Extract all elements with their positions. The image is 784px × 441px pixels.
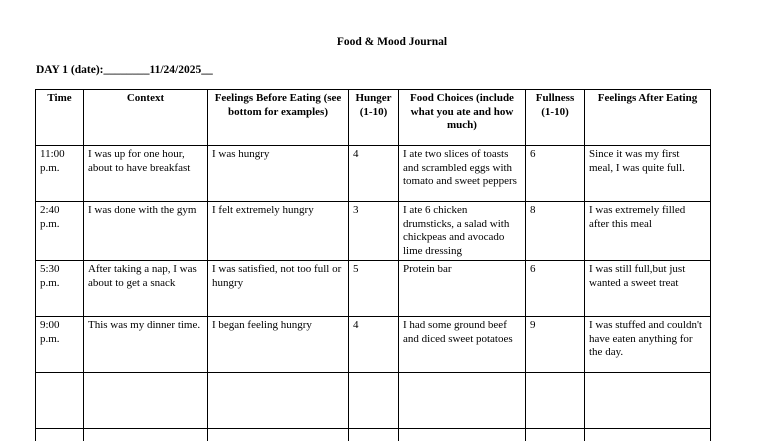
empty-cell <box>84 429 208 441</box>
cell-feelings-before: I felt extremely hungry <box>208 202 349 261</box>
cell-feelings-before: I began feeling hungry <box>208 317 349 373</box>
cell-fullness: 6 <box>526 146 585 202</box>
cell-hunger: 4 <box>349 317 399 373</box>
empty-cell <box>36 429 84 441</box>
cell-hunger: 3 <box>349 202 399 261</box>
header-hunger: Hunger (1-10) <box>349 90 399 146</box>
header-context: Context <box>84 90 208 146</box>
empty-cell <box>399 429 526 441</box>
header-feelings-after: Feelings After Eating <box>585 90 711 146</box>
empty-cell <box>585 429 711 441</box>
empty-row <box>36 429 711 441</box>
cell-food-choices: I ate two slices of toasts and scrambled eggs with tomato and sweet peppers <box>399 146 526 202</box>
empty-cell <box>349 429 399 441</box>
cell-time: 5:30 p.m. <box>36 261 84 317</box>
empty-cell <box>349 373 399 429</box>
cell-feelings-before: I was hungry <box>208 146 349 202</box>
empty-cell <box>585 373 711 429</box>
header-row <box>36 90 711 146</box>
cell-feelings-after: I was still full,but just wanted a sweet treat <box>585 261 711 317</box>
header-feelings-before: Feelings Before Eating (see bottom for examples) <box>208 90 349 146</box>
empty-cell <box>399 373 526 429</box>
cell-context: This was my dinner time. <box>84 317 208 373</box>
cell-hunger: 5 <box>349 261 399 317</box>
cell-food-choices: I had some ground beef and diced sweet potatoes <box>399 317 526 373</box>
table-row <box>36 261 711 317</box>
table-row <box>36 317 711 373</box>
cell-context: I was up for one hour, about to have breakfast <box>84 146 208 202</box>
cell-time: 11:00 p.m. <box>36 146 84 202</box>
cell-context: After taking a nap, I was about to get a snack <box>84 261 208 317</box>
header-time: Time <box>36 90 84 146</box>
cell-context: I was done with the gym <box>84 202 208 261</box>
cell-food-choices: Protein bar <box>399 261 526 317</box>
empty-cell <box>36 373 84 429</box>
food-mood-table <box>35 89 711 441</box>
cell-fullness: 8 <box>526 202 585 261</box>
table-row <box>36 146 711 202</box>
day-date-line: DAY 1 (date):________11/24/2025__ <box>36 64 213 76</box>
empty-row <box>36 373 711 429</box>
cell-fullness: 9 <box>526 317 585 373</box>
header-food-choices: Food Choices (include what you ate and how much) <box>399 90 526 146</box>
header-fullness: Fullness (1-10) <box>526 90 585 146</box>
cell-feelings-after: Since it was my first meal, I was quite full. <box>585 146 711 202</box>
empty-cell <box>526 373 585 429</box>
empty-cell <box>208 429 349 441</box>
empty-cell <box>208 373 349 429</box>
empty-cell <box>526 429 585 441</box>
cell-feelings-after: I was extremely filled after this meal <box>585 202 711 261</box>
cell-food-choices: I ate 6 chicken drumsticks, a salad with chickpeas and avocado lime dressing <box>399 202 526 261</box>
cell-time: 2:40 p.m. <box>36 202 84 261</box>
journal-title: Food & Mood Journal <box>336 36 448 48</box>
cell-feelings-before: I was satisfied, not too full or hungry <box>208 261 349 317</box>
empty-cell <box>84 373 208 429</box>
cell-time: 9:00 p.m. <box>36 317 84 373</box>
cell-hunger: 4 <box>349 146 399 202</box>
cell-feelings-after: I was stuffed and couldn't have eaten anything for the day. <box>585 317 711 373</box>
cell-fullness: 6 <box>526 261 585 317</box>
table-row <box>36 202 711 261</box>
